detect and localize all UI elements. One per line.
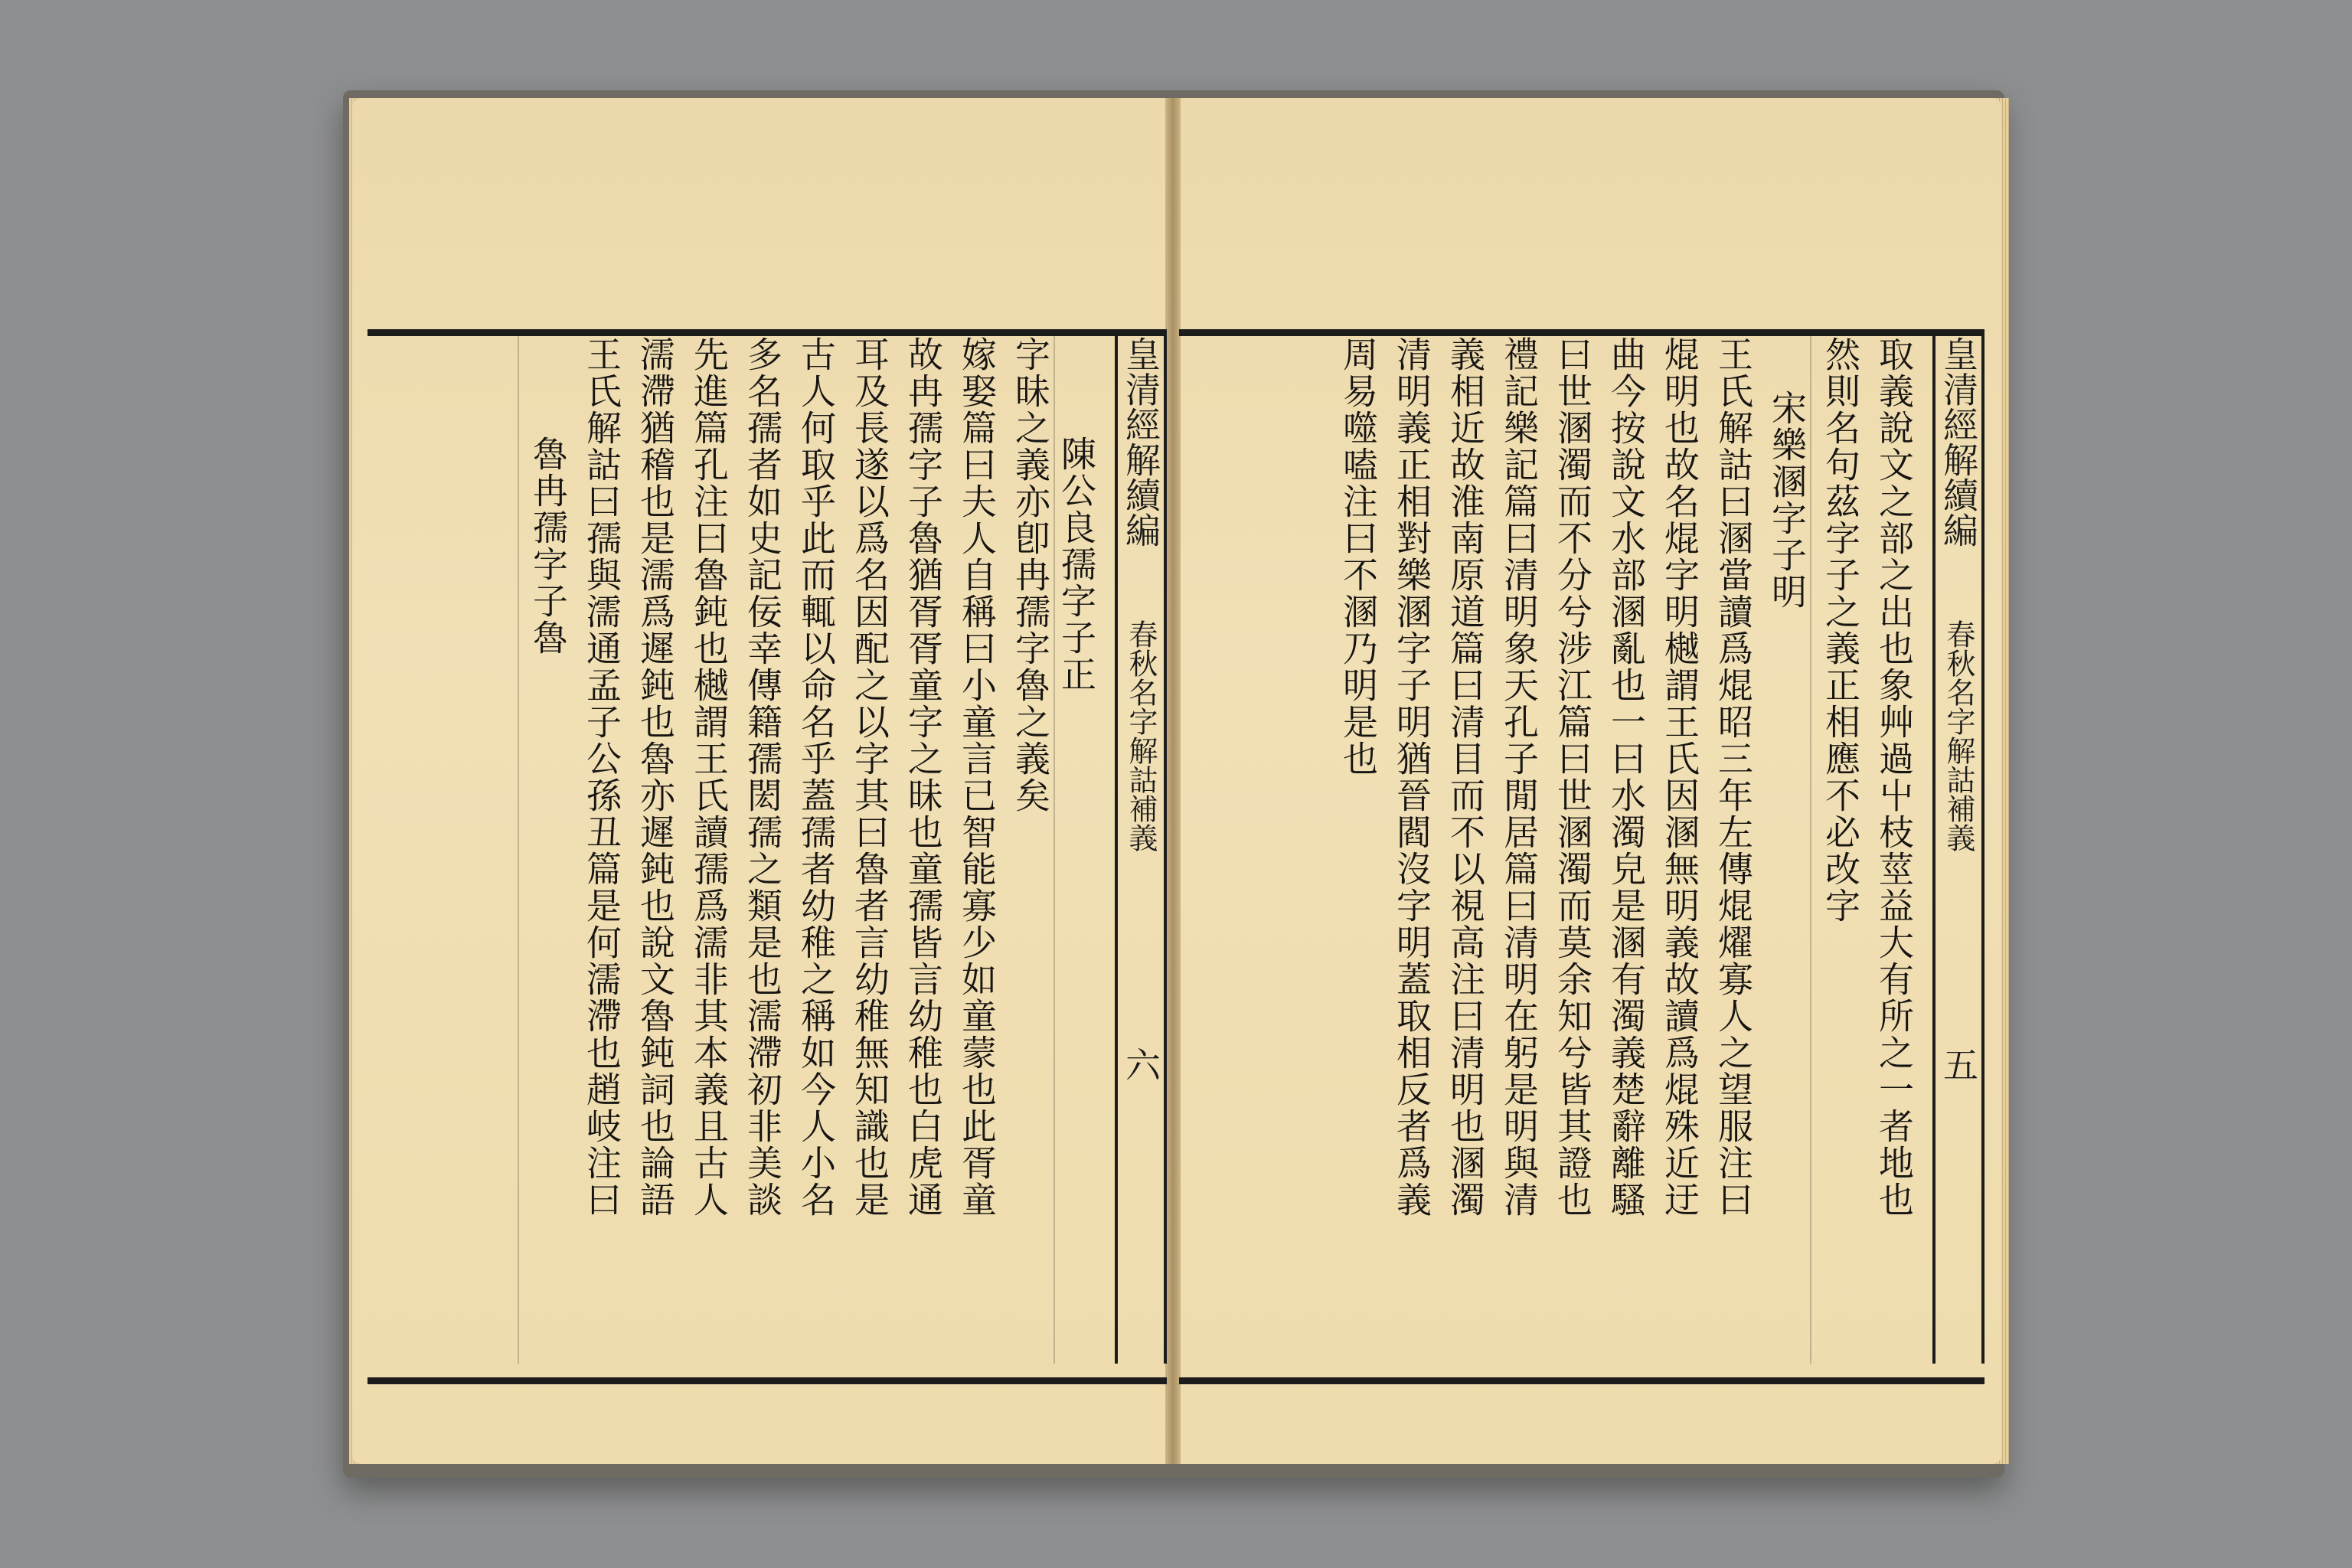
- left-folio: 六: [1120, 1047, 1161, 1082]
- left-column-8: 嫁娶篇曰夫人自稱曰小童言已智能寡少如童蒙也此胥童: [956, 336, 998, 1218]
- right-column-1: 取義說文之部之出也象艸過屮枝莖益大有所之一者地也: [1873, 336, 1915, 1218]
- right-column-8: 義相近故淮南原道篇曰清目而不以視高注曰清明也溷濁: [1445, 336, 1486, 1218]
- column-rule: [518, 336, 519, 1364]
- left-heading-ran: 魯冉孺字子魯: [528, 436, 569, 656]
- right-column-2: 然則名句茲字子之義正相應不必改字: [1820, 336, 1861, 924]
- left-column-6: 耳及長遂以爲名因配之以字其曰魯者言幼稚無知識也是: [849, 336, 890, 1218]
- right-column-10: 周易噬嗑注曰不溷乃明是也: [1338, 336, 1379, 777]
- left-column-4: 多名孺者如史記佞幸傳籍孺閎孺之類是也濡滯初非美談: [742, 336, 783, 1218]
- left-page-text-frame: [368, 329, 1167, 1384]
- right-column-7: 禮記樂記篇曰清明象天孔子閒居篇曰清明在躬是明與清: [1498, 336, 1540, 1218]
- right-folio: 五: [1938, 1047, 1979, 1082]
- left-spine-subtitle: 春秋名字解詁補義: [1124, 619, 1158, 852]
- right-spine-column: [1932, 336, 1984, 1364]
- left-column-3: 先進篇孔注曰魯鈍也樾謂王氏讀孺爲濡非其本義且古人: [688, 336, 730, 1218]
- right-column-5: 曲今按說文水部溷亂也一曰水濁皃是溷有濁義楚辭離騷: [1606, 336, 1647, 1218]
- right-column-3: 王氏解詁曰溷當讀爲焜昭三年左傳焜燿寡人之望服注曰: [1713, 336, 1754, 1218]
- left-column-7: 故冉孺字子魯猶胥胥童字之昧也童孺皆言幼稚也白虎通: [903, 336, 944, 1218]
- right-column-9: 清明義正相對樂溷字子明猶晉閻沒字明蓋取相反者爲義: [1391, 336, 1432, 1218]
- book-gutter: [1165, 98, 1181, 1464]
- left-spine-title: 皇清經解續編: [1120, 336, 1161, 547]
- column-rule: [1810, 336, 1811, 1364]
- left-column-2: 濡滯猶稽也是濡爲遲鈍也魯亦遲鈍也說文魯鈍詞也論語: [635, 336, 676, 1218]
- right-heading-yue: 宋樂溷字子明: [1766, 390, 1808, 610]
- right-spine-subtitle: 春秋名字解詁補義: [1942, 619, 1975, 852]
- right-column-4: 焜明也故名焜字明樾謂王氏因溷無明義故讀爲焜殊近迂: [1659, 336, 1700, 1218]
- left-heading-chen: 陳公良孺字子正: [1056, 436, 1097, 693]
- right-spine-title: 皇清經解續編: [1938, 336, 1979, 547]
- left-spine-column: [1115, 336, 1167, 1364]
- right-column-6: 曰世溷濁而不分兮涉江篇曰世溷濁而莫余知兮皆其證也: [1552, 336, 1593, 1218]
- left-column-1: 王氏解詁曰孺與濡通孟子公孫丑篇是何濡滯也趙岐注曰: [581, 336, 622, 1218]
- left-column-5: 古人何取乎此而輒以命名乎蓋孺者幼稚之稱如今人小名: [795, 336, 837, 1218]
- right-page-text-frame: [1179, 329, 1984, 1384]
- column-rule: [1054, 336, 1055, 1364]
- left-column-9: 字昧之義亦卽冉孺字魯之義矣: [1010, 336, 1051, 814]
